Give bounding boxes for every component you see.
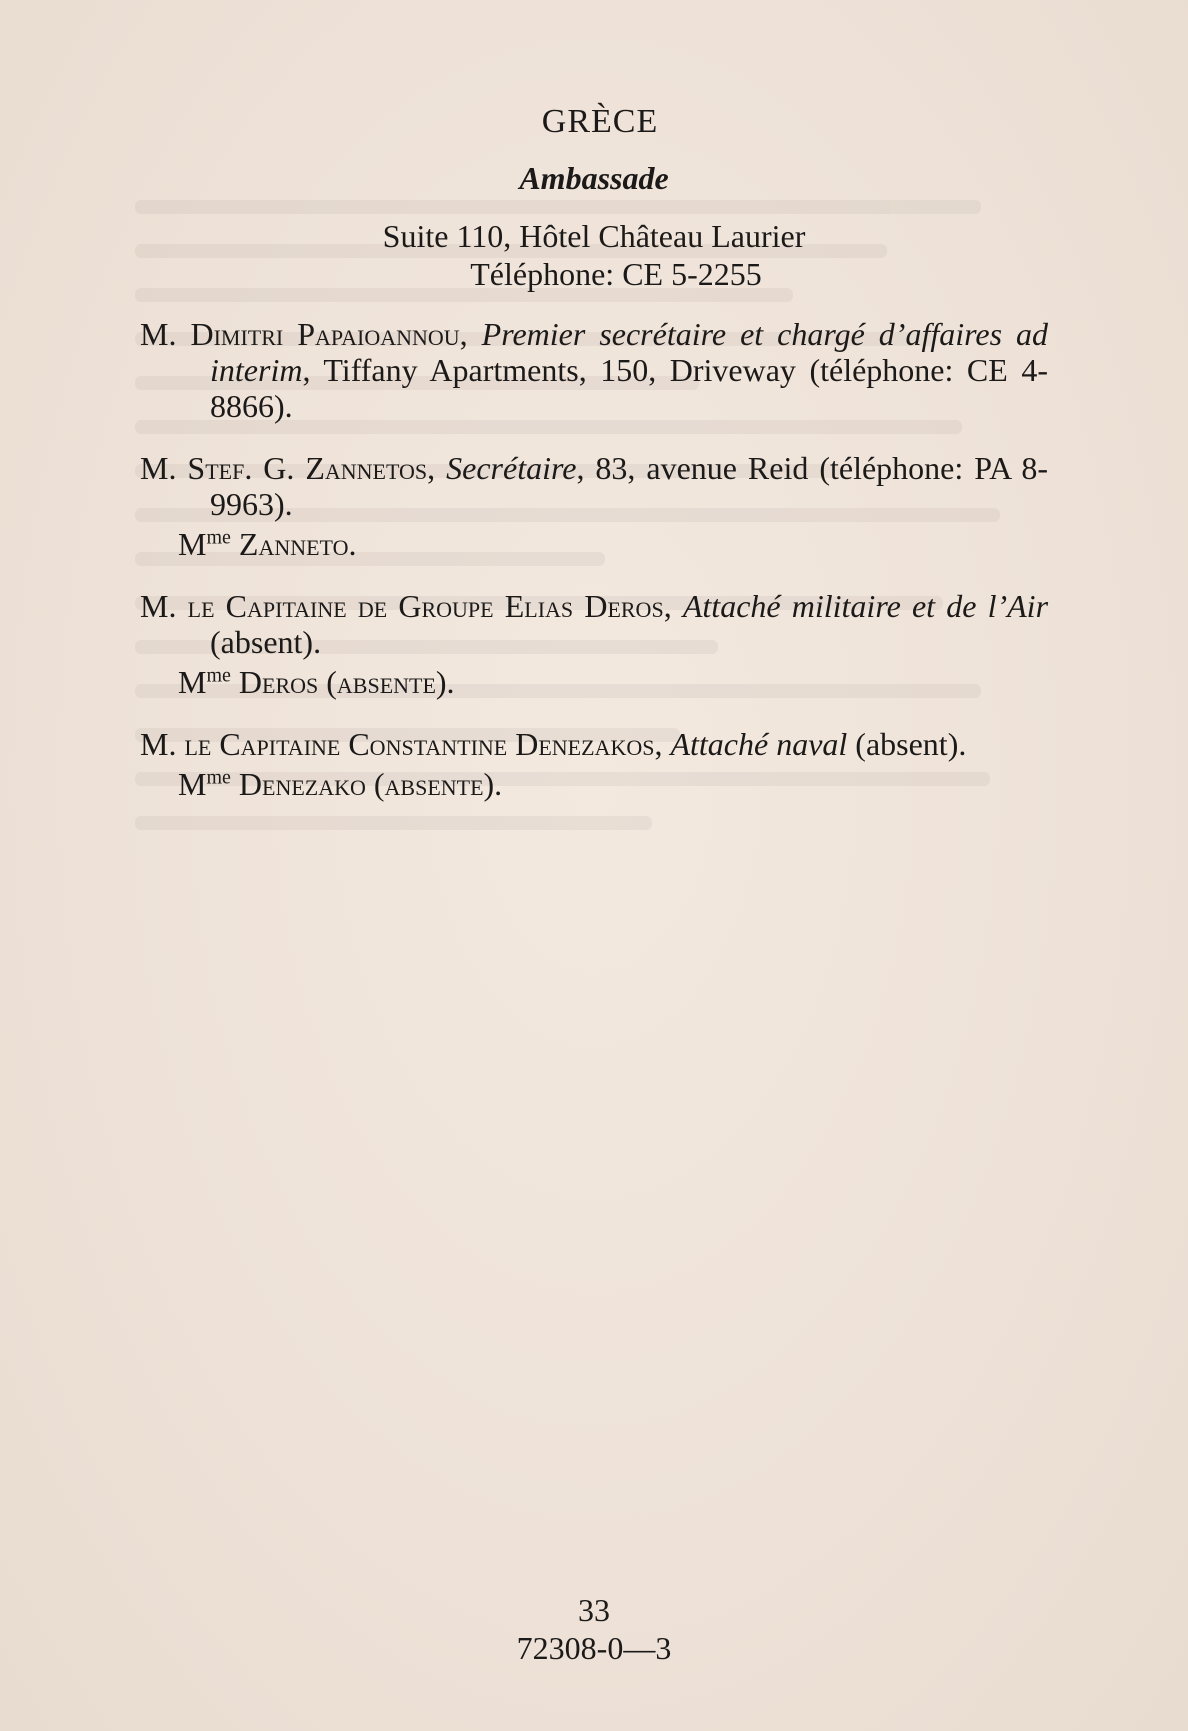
spouse-title: M xyxy=(178,664,207,700)
spouse-title: M xyxy=(178,526,207,562)
page-title: GRÈCE xyxy=(541,103,659,140)
staff-entry xyxy=(140,726,1048,762)
print-code: 72308-0—3 xyxy=(516,1630,672,1666)
spouse-title-sup: me xyxy=(206,766,231,789)
entry-prefix: M. xyxy=(140,316,191,352)
entry-details: (absent). xyxy=(847,726,967,762)
embassy-telephone: Téléphone: CE 5-2255 xyxy=(470,256,762,292)
entry-separator: , xyxy=(663,588,683,624)
embassy-address: Suite 110, Hôtel Château Laurier xyxy=(382,218,806,254)
entry-prefix: M. xyxy=(140,588,188,624)
staff-entry xyxy=(140,588,1048,660)
page-number: 33 xyxy=(578,1592,610,1628)
spouse-entry xyxy=(140,664,1048,700)
entry-role: Attaché naval xyxy=(670,726,848,762)
entry-role: Premier secrétaire et chargé d’affaires ad interim xyxy=(210,316,1049,388)
entry-details: (absent). xyxy=(210,624,322,660)
section-subtitle: Ambassade xyxy=(519,160,669,196)
page-content xyxy=(140,104,1048,802)
spouse-title: M xyxy=(178,766,207,802)
spouse-name: Denezako (absente). xyxy=(230,766,503,802)
entry-separator: , xyxy=(654,726,671,762)
entry-separator: , xyxy=(427,450,447,486)
entry-role: Attaché militaire et de l’Air xyxy=(682,588,1049,624)
spouse-title-sup: me xyxy=(206,526,231,549)
entry-role: Secrétaire xyxy=(446,450,577,486)
spouse-title-sup: me xyxy=(206,664,231,687)
entry-prefix: M. xyxy=(140,726,185,762)
spouse-entry xyxy=(140,526,1048,562)
entry-name: Stef. G. Zannetos xyxy=(187,450,428,486)
entry-name: le Capitaine Constantine Denezakos xyxy=(184,726,655,762)
entry-details: , 83, avenue Reid (téléphone: PA 8-9963). xyxy=(210,450,1049,522)
spouse-name: Zanneto. xyxy=(230,526,357,562)
entry-separator: , xyxy=(459,316,482,352)
entry-name: le Capitaine de Groupe Elias Deros xyxy=(187,588,664,624)
entry-name: Dimitri Papaioannou xyxy=(190,316,460,352)
entry-details: , Tiffany Apartments, 150, Driveway (téléphone: CE 4-8866). xyxy=(210,352,1048,424)
entry-prefix: M. xyxy=(140,450,188,486)
staff-entry xyxy=(140,450,1048,522)
spouse-entry xyxy=(140,766,1048,802)
staff-entry xyxy=(140,316,1048,424)
spouse-name: Deros (absente). xyxy=(230,664,455,700)
